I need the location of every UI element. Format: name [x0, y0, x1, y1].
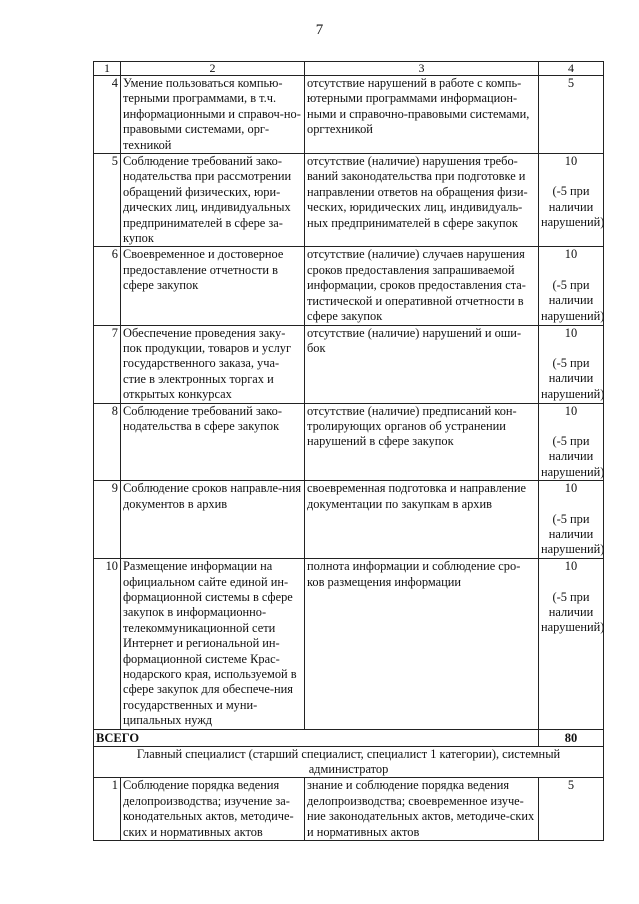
penalty-note: (-5 при наличии нарушений)	[541, 511, 605, 557]
row-number: 5	[94, 154, 121, 247]
total-label: ВСЕГО	[94, 729, 539, 746]
table-row	[94, 154, 604, 247]
indicator-cell: полнота информации и соблюдение сро-ков размещения информации	[305, 559, 539, 729]
row-number: 9	[94, 481, 121, 559]
table-row	[94, 403, 604, 481]
row-number: 7	[94, 325, 121, 403]
criterion-cell: Соблюдение сроков направле-ния документов в архив	[121, 481, 305, 559]
table-row	[94, 559, 604, 729]
score-cell	[539, 559, 604, 729]
score-value: 10	[564, 154, 578, 169]
score-cell	[539, 154, 604, 247]
page-number: 7	[315, 22, 324, 38]
penalty-note: (-5 при наличии нарушений)	[541, 355, 605, 401]
penalty-note: (-5 при наличии нарушений)	[541, 433, 605, 479]
score-value: 10	[564, 325, 578, 340]
score-value: 10	[564, 559, 578, 574]
total-value: 80	[539, 729, 604, 746]
indicator-cell: своевременная подготовка и направление документации по закупкам в архив	[305, 481, 539, 559]
indicator-cell: отсутствие (наличие) нарушений и оши-бок	[305, 325, 539, 403]
header-cell: 2	[121, 62, 305, 76]
score-value: 10	[564, 403, 578, 418]
criterion-cell: Соблюдение требований зако-нодательства при рассмотрении обращений физических, юри-дических лиц, индивидуальных предпринимателей в сфере за-купок	[121, 154, 305, 247]
indicator-cell: знание и соблюдение порядка ведения делопроизводства; своевременное изуче-ние законодательных актов, методиче-ских и нормативных актов	[305, 778, 539, 841]
section-title: Главный специалист (старший специалист, специалист 1 категории), системный администратор	[94, 746, 604, 778]
score-cell	[539, 403, 604, 481]
criterion-cell: Умение пользоваться компью-терными программами, в т.ч. информационными и справоч-но-правовыми системами, орг-техникой	[121, 76, 305, 154]
indicator-cell: отсутствие нарушений в работе с компь-ютерными программами информацион-ными и справочно-правовыми системами, оргтехникой	[305, 76, 539, 154]
table-row	[94, 76, 604, 154]
header-cell: 4	[539, 62, 604, 76]
score-value: 5	[567, 778, 575, 793]
penalty-note: (-5 при наличии нарушений)	[541, 184, 605, 230]
penalty-note: (-5 при наличии нарушений)	[541, 589, 605, 635]
header-cell: 1	[94, 62, 121, 76]
score-cell	[539, 325, 604, 403]
criterion-cell: Соблюдение порядка ведения делопроизводства; изучение за-конодательных актов, методиче-ских и нормативных актов	[121, 778, 305, 841]
score-cell	[539, 778, 604, 841]
row-number: 8	[94, 403, 121, 481]
indicator-cell: отсутствие (наличие) нарушения требо-ваний законодательства при подготовке и направлении ответов на обращения физи-ческих, юридических лиц, индивидуаль-ных предпринимателей в сфере закупок	[305, 154, 539, 247]
total-row	[94, 729, 604, 746]
score-cell	[539, 481, 604, 559]
table-header-row	[94, 62, 604, 76]
penalty-note: (-5 при наличии нарушений)	[541, 277, 605, 323]
score-cell	[539, 76, 604, 154]
row-number: 6	[94, 247, 121, 325]
row-number: 10	[94, 559, 121, 729]
table-row	[94, 481, 604, 559]
section-header-row	[94, 746, 604, 778]
criterion-cell: Своевременное и достоверное предоставление отчетности в сфере закупок	[121, 247, 305, 325]
table-row	[94, 247, 604, 325]
criteria-table	[93, 61, 604, 841]
indicator-cell: отсутствие (наличие) предписаний кон-тролирующих органов об устранении нарушений в сфере закупок	[305, 403, 539, 481]
score-cell	[539, 247, 604, 325]
table-row	[94, 325, 604, 403]
criterion-cell: Размещение информации на официальном сайте единой ин-формационной системы в сфере закупок в информационно-телекоммуникационной сети Интернет и региональной ин-формационной системе Крас-нодарского края, используемой в сфере закупок для обеспече-ния государственных и муни-ципальных нужд	[121, 559, 305, 729]
table-row	[94, 778, 604, 841]
criterion-cell: Соблюдение требований зако-нодательства в сфере закупок	[121, 403, 305, 481]
indicator-cell: отсутствие (наличие) случаев нарушения сроков предоставления запрашиваемой информации, сроков предоставления ста-тистической и оперативной отчетности в сфере закупок	[305, 247, 539, 325]
row-number: 1	[94, 778, 121, 841]
score-value: 10	[564, 481, 578, 496]
score-value: 5	[567, 76, 575, 90]
score-value: 10	[564, 247, 578, 262]
row-number: 4	[94, 76, 121, 154]
criterion-cell: Обеспечение проведения заку-пок продукции, товаров и услуг государственного заказа, уча-стие в электронных торгах и открытых конкурсах	[121, 325, 305, 403]
header-cell: 3	[305, 62, 539, 76]
